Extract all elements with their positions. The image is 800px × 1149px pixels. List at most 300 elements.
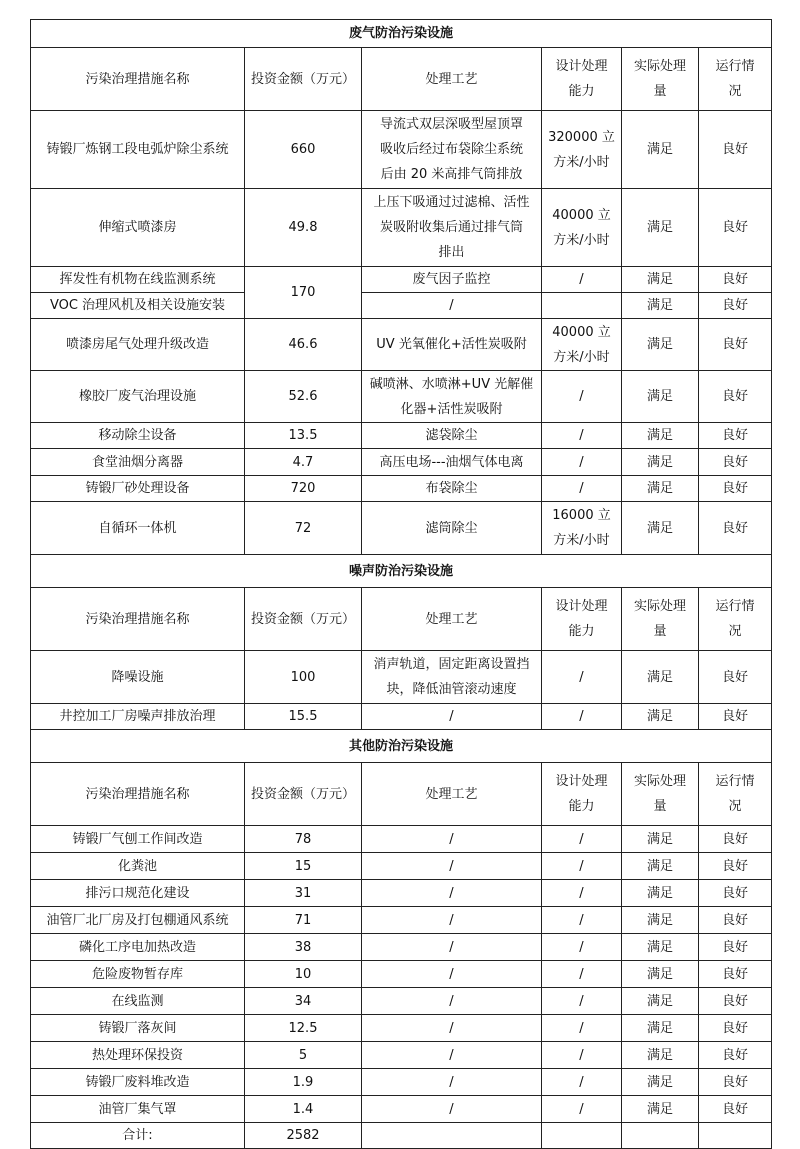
header-design-capacity-line: 能力: [568, 84, 595, 99]
investment-amount: [245, 502, 362, 555]
table-row: [31, 476, 772, 502]
header-actual-capacity: [622, 48, 699, 111]
design-capacity-line: /: [579, 912, 584, 928]
header-actual-capacity-line: 实际处理: [633, 599, 686, 614]
design-capacity-line: 方米/小时: [553, 154, 610, 170]
process-method: [362, 961, 542, 988]
header-actual-capacity-line: 量: [653, 84, 667, 99]
actual-capacity-line: 满足: [646, 298, 673, 313]
design-capacity: [542, 704, 622, 730]
operation-status-line: 良好: [722, 142, 749, 157]
investment-amount-line: 34: [294, 993, 312, 1009]
investment-amount-line: 10: [294, 966, 312, 982]
investment-amount: [245, 651, 362, 704]
actual-capacity: [622, 826, 699, 853]
process-method: [362, 988, 542, 1015]
design-capacity-line: /: [579, 939, 584, 955]
process-method-line: 块，降低油管滚动速度: [386, 682, 517, 697]
design-capacity-line: 320000 立: [548, 129, 615, 145]
column-header-row: [31, 588, 772, 651]
investment-amount: [245, 988, 362, 1015]
investment-amount: [245, 880, 362, 907]
operation-status-line: 良好: [722, 885, 749, 901]
section-title-line: 噪声防治污染设施: [349, 563, 454, 579]
process-method: [362, 880, 542, 907]
header-investment: [245, 763, 362, 826]
section-title-row: [31, 555, 772, 588]
facility-name: [31, 319, 245, 371]
header-actual-capacity-line: 实际处理: [633, 59, 686, 74]
facility-name: [31, 1096, 245, 1123]
actual-capacity: [622, 934, 699, 961]
design-capacity-line: /: [579, 481, 584, 496]
facility-name-line: 铸锻厂废料堆改造: [85, 1074, 190, 1090]
actual-capacity-line: 满足: [646, 1047, 673, 1063]
process-method-line: UV 光氧催化+活性炭吸附: [376, 337, 527, 352]
facility-name-line: 食堂油烟分离器: [91, 454, 183, 470]
facility-name-line: 井控加工厂房噪声排放治理: [59, 709, 216, 724]
investment-amount-line: 720: [290, 481, 316, 496]
process-method-line: 炭吸附收集后通过排气筒: [379, 220, 523, 235]
operation-status-line: 良好: [722, 993, 749, 1009]
facility-name: [31, 961, 245, 988]
table-body: [31, 20, 772, 1149]
operation-status: [699, 704, 772, 730]
process-method-line: 导流式双层深吸型屋顶罩: [379, 117, 523, 132]
table-row: [31, 293, 772, 319]
facility-name: [31, 826, 245, 853]
header-investment-line: 投资金额（万元）: [250, 611, 355, 627]
investment-amount: [245, 371, 362, 423]
header-process: [362, 763, 542, 826]
facility-name: [31, 907, 245, 934]
process-method: [362, 651, 542, 704]
section-title-row: [31, 20, 772, 48]
header-process-line: 处理工艺: [425, 611, 478, 627]
table-row: [31, 1015, 772, 1042]
operation-status-line: 良好: [722, 481, 749, 496]
table-row: [31, 704, 772, 730]
actual-capacity: [622, 293, 699, 319]
design-capacity-line: /: [579, 428, 584, 443]
process-method-line: 废气因子监控: [412, 272, 491, 287]
header-design-capacity: [542, 588, 622, 651]
process-method: [362, 476, 542, 502]
operation-status-line: 良好: [722, 831, 749, 847]
header-status-line: 况: [728, 624, 742, 639]
design-capacity: [542, 267, 622, 293]
process-method-line: 化器+活性炭吸附: [400, 401, 503, 417]
process-method-line: /: [449, 298, 454, 313]
operation-status: [699, 1069, 772, 1096]
facility-name-line: 自循环一体机: [98, 520, 177, 536]
process-method: [362, 371, 542, 423]
design-capacity-line: /: [579, 454, 584, 470]
section-title: [31, 730, 772, 763]
header-name-line: 污染治理措施名称: [85, 71, 190, 87]
actual-capacity: [622, 371, 699, 423]
process-method-line: 滤筒除尘: [425, 520, 478, 536]
table-row: [31, 502, 772, 555]
facility-name-line: 铸锻厂落灰间: [98, 1020, 177, 1036]
process-method-line: /: [449, 1020, 454, 1036]
header-investment: [245, 588, 362, 651]
operation-status: [699, 1015, 772, 1042]
design-capacity-line: /: [579, 1047, 584, 1063]
investment-amount: [245, 704, 362, 730]
process-method: [362, 189, 542, 267]
operation-status: [699, 476, 772, 502]
operation-status-line: 良好: [722, 858, 749, 874]
design-capacity: [542, 111, 622, 189]
header-name-line: 污染治理措施名称: [85, 611, 190, 627]
table-row: [31, 423, 772, 449]
design-capacity-line: /: [579, 858, 584, 874]
actual-capacity: [622, 449, 699, 476]
facility-name: [31, 293, 245, 319]
actual-capacity: [622, 423, 699, 449]
design-capacity-line: /: [579, 389, 584, 404]
process-method: [362, 267, 542, 293]
actual-capacity: [622, 988, 699, 1015]
actual-capacity-line: 满足: [646, 481, 673, 496]
section-title: [31, 555, 772, 588]
facility-name: [31, 1069, 245, 1096]
investment-amount-line: 38: [294, 939, 312, 955]
actual-capacity-line: 满足: [646, 337, 673, 352]
process-method-line: /: [449, 858, 454, 874]
operation-status: [699, 319, 772, 371]
facility-name: [31, 476, 245, 502]
facility-name-line: 磷化工序电加热改造: [78, 939, 196, 955]
design-capacity: [542, 423, 622, 449]
actual-capacity: [622, 189, 699, 267]
design-capacity: [542, 319, 622, 371]
operation-status-line: 良好: [722, 337, 749, 352]
actual-capacity-line: 满足: [646, 885, 673, 901]
investment-amount: [245, 189, 362, 267]
operation-status-line: 良好: [722, 272, 749, 287]
investment-amount-line: 78: [294, 831, 312, 847]
investment-amount-line: 13.5: [288, 428, 318, 443]
actual-capacity-line: 满足: [646, 520, 673, 536]
table-row: [31, 371, 772, 423]
investment-amount: [245, 934, 362, 961]
actual-capacity: [622, 111, 699, 189]
facility-name: [31, 189, 245, 267]
actual-capacity-line: 满足: [646, 220, 673, 235]
facility-name-line: 排污口规范化建设: [85, 885, 190, 901]
facility-name: [31, 880, 245, 907]
facility-name-line: 铸锻厂砂处理设备: [85, 481, 190, 496]
investment-amount-line: 52.6: [288, 389, 318, 404]
investment-amount-line: 1.9: [292, 1074, 314, 1090]
process-method: [362, 1096, 542, 1123]
header-status: [699, 48, 772, 111]
design-capacity-line: /: [579, 831, 584, 847]
facility-name-line: 化粪池: [117, 858, 157, 874]
header-design-capacity-line: 设计处理: [555, 599, 608, 614]
facility-name-line: 伸缩式喷漆房: [98, 220, 177, 235]
design-capacity-line: /: [579, 993, 584, 1009]
actual-capacity: [622, 319, 699, 371]
header-design-capacity-line: 能力: [568, 799, 595, 814]
header-design-capacity: [542, 763, 622, 826]
design-capacity: [542, 907, 622, 934]
operation-status-line: 良好: [722, 520, 749, 536]
operation-status-line: 良好: [722, 428, 749, 443]
header-status-line: 况: [728, 799, 742, 814]
actual-capacity-line: 满足: [646, 966, 673, 982]
investment-amount-line: 72: [294, 520, 312, 536]
process-method: [362, 907, 542, 934]
header-status-line: 运行情: [715, 59, 755, 74]
actual-capacity: [622, 476, 699, 502]
investment-amount-line: 49.8: [288, 220, 318, 235]
process-method-line: 滤袋除尘: [425, 428, 478, 443]
investment-amount: [245, 1042, 362, 1069]
investment-amount-line: 660: [290, 142, 316, 157]
design-capacity-line: 方米/小时: [553, 232, 610, 248]
design-capacity: [542, 1042, 622, 1069]
investment-amount: [245, 1015, 362, 1042]
header-investment-line: 投资金额（万元）: [250, 786, 355, 802]
process-method-line: 消声轨道，固定距离设置挡: [373, 657, 530, 672]
facility-name: [31, 988, 245, 1015]
actual-capacity-line: 满足: [646, 1101, 673, 1117]
header-process-line: 处理工艺: [425, 71, 478, 87]
table-row: [31, 1069, 772, 1096]
actual-capacity-line: 满足: [646, 709, 673, 724]
header-status-line: 运行情: [715, 774, 755, 789]
header-process: [362, 588, 542, 651]
facility-name-line: 挥发性有机物在线监测系统: [59, 272, 216, 287]
actual-capacity: [622, 907, 699, 934]
total-label-line: 合计:: [122, 1128, 153, 1143]
actual-capacity-line: 满足: [646, 858, 673, 874]
header-status-line: 况: [728, 84, 742, 99]
actual-capacity-line: 满足: [646, 1020, 673, 1036]
facility-name-line: 在线监测: [111, 993, 164, 1009]
header-status-line: 运行情: [715, 599, 755, 614]
investment-amount-line: 15: [294, 858, 312, 874]
investment-amount-line: 1.4: [292, 1101, 314, 1117]
investment-amount: [245, 907, 362, 934]
header-actual-capacity: [622, 588, 699, 651]
process-method: [362, 111, 542, 189]
investment-amount-line: 31: [294, 885, 312, 901]
operation-status: [699, 961, 772, 988]
process-method: [362, 934, 542, 961]
design-capacity-line: 方米/小时: [553, 533, 610, 548]
process-method-line: 碱喷淋、水喷淋+UV 光解催: [369, 376, 534, 392]
operation-status: [699, 988, 772, 1015]
header-investment: [245, 48, 362, 111]
operation-status: [699, 934, 772, 961]
header-actual-capacity: [622, 763, 699, 826]
table-row: [31, 853, 772, 880]
facility-name: [31, 651, 245, 704]
design-capacity-line: /: [579, 1020, 584, 1036]
column-header-row: [31, 763, 772, 826]
investment-amount: [245, 1096, 362, 1123]
facility-name: [31, 111, 245, 189]
header-design-capacity-line: 能力: [568, 624, 595, 639]
design-capacity-line: /: [579, 1101, 584, 1117]
operation-status: [699, 293, 772, 319]
table-row: [31, 826, 772, 853]
facility-name: [31, 267, 245, 293]
actual-capacity-line: 满足: [646, 831, 673, 847]
actual-capacity: [622, 1096, 699, 1123]
operation-status-line: 良好: [722, 912, 749, 928]
actual-capacity-line: 满足: [646, 272, 673, 287]
process-method: [362, 826, 542, 853]
operation-status-line: 良好: [722, 669, 749, 685]
investment-amount: [245, 449, 362, 476]
process-method-line: 上压下吸通过过滤棉、活性: [373, 195, 530, 210]
table-row: [31, 319, 772, 371]
header-process: [362, 48, 542, 111]
actual-capacity: [622, 880, 699, 907]
facility-name: [31, 371, 245, 423]
operation-status-line: 良好: [722, 1074, 749, 1090]
header-status: [699, 588, 772, 651]
facility-name-line: 降噪设施: [111, 669, 164, 685]
actual-capacity-line: 满足: [646, 993, 673, 1009]
actual-capacity-line: 满足: [646, 939, 673, 955]
facility-name: [31, 502, 245, 555]
facility-name-line: 热处理环保投资: [91, 1047, 183, 1063]
design-capacity: [542, 880, 622, 907]
investment-amount-line: 4.7: [292, 454, 314, 470]
header-name-line: 污染治理措施名称: [85, 786, 190, 802]
operation-status-line: 良好: [722, 1047, 749, 1063]
investment-amount: [245, 961, 362, 988]
actual-capacity-line: 满足: [646, 1074, 673, 1090]
actual-capacity-line: 满足: [646, 428, 673, 443]
actual-capacity-line: 满足: [646, 389, 673, 404]
operation-status: [699, 826, 772, 853]
operation-status: [699, 267, 772, 293]
design-capacity: [542, 371, 622, 423]
section-title-line: 废气防治污染设施: [349, 26, 454, 41]
facility-name: [31, 1015, 245, 1042]
header-actual-capacity-line: 实际处理: [633, 774, 686, 789]
process-method-line: /: [449, 1074, 454, 1090]
facility-name: [31, 1042, 245, 1069]
facility-name: [31, 449, 245, 476]
facility-name-line: 铸锻厂炼钢工段电弧炉除尘系统: [46, 142, 229, 157]
table-row: [31, 934, 772, 961]
design-capacity: [542, 189, 622, 267]
actual-capacity-line: 满足: [646, 669, 673, 685]
investment-amount-line: 12.5: [288, 1020, 318, 1036]
investment-amount-line: 170: [290, 285, 316, 300]
header-actual-capacity-line: 量: [653, 799, 667, 814]
facility-name-line: 油管厂北厂房及打包棚通风系统: [46, 912, 229, 928]
process-method-line: 布袋除尘: [425, 481, 478, 496]
actual-capacity-line: 满足: [646, 454, 673, 470]
operation-status: [699, 502, 772, 555]
design-capacity: [542, 1069, 622, 1096]
actual-capacity-line: 满足: [646, 142, 673, 157]
operation-status-line: 良好: [722, 1101, 749, 1117]
actual-capacity: [622, 853, 699, 880]
process-method-line: /: [449, 939, 454, 955]
section-title: [31, 20, 772, 48]
facility-name-line: 铸锻厂气刨工作间改造: [72, 831, 203, 847]
design-capacity: [542, 1096, 622, 1123]
process-method: [362, 293, 542, 319]
actual-capacity: [622, 1015, 699, 1042]
process-method-line: 高压电场---油烟气体电离: [379, 454, 524, 470]
operation-status: [699, 449, 772, 476]
process-method-line: /: [449, 993, 454, 1009]
facility-name-line: 危险废物暂存库: [91, 966, 183, 982]
header-design-capacity: [542, 48, 622, 111]
design-capacity-line: 方米/小时: [553, 349, 610, 365]
design-capacity-line: /: [579, 669, 584, 685]
investment-amount: [245, 111, 362, 189]
process-method: [362, 704, 542, 730]
process-method: [362, 1015, 542, 1042]
design-capacity: [542, 853, 622, 880]
investment-amount-line: 15.5: [288, 709, 318, 724]
section-title-line: 其他防治污染设施: [349, 738, 454, 754]
investment-amount-line: 46.6: [288, 337, 318, 352]
actual-capacity: [622, 1042, 699, 1069]
table-row: [31, 961, 772, 988]
actual-capacity: [622, 1069, 699, 1096]
facility-name-line: 油管厂集气罩: [98, 1101, 177, 1117]
section-title-row: [31, 730, 772, 763]
facility-name: [31, 704, 245, 730]
process-method: [362, 1042, 542, 1069]
table-row: [31, 111, 772, 189]
process-method-line: /: [449, 709, 454, 724]
design-capacity-line: 40000 立: [552, 324, 611, 340]
operation-status: [699, 189, 772, 267]
investment-amount: [245, 423, 362, 449]
investment-amount: [245, 476, 362, 502]
operation-status-line: 良好: [722, 966, 749, 982]
actual-capacity: [622, 704, 699, 730]
operation-status: [699, 853, 772, 880]
investment-amount: [245, 267, 362, 319]
actual-capacity: [622, 267, 699, 293]
facility-name-line: 橡胶厂废气治理设施: [78, 389, 196, 404]
design-capacity-line: /: [579, 709, 584, 724]
process-method: [362, 319, 542, 371]
table-row: [31, 1042, 772, 1069]
operation-status: [699, 1096, 772, 1123]
table-row: [31, 449, 772, 476]
investment-amount: [245, 319, 362, 371]
design-capacity: [542, 449, 622, 476]
actual-capacity-line: 满足: [646, 912, 673, 928]
process-method-line: 后由 20 米高排气筒排放: [380, 167, 523, 182]
operation-status-line: 良好: [722, 298, 749, 313]
process-method-line: /: [449, 1101, 454, 1117]
design-capacity: [542, 826, 622, 853]
design-capacity-line: /: [579, 885, 584, 901]
header-process-line: 处理工艺: [425, 786, 478, 802]
process-method: [362, 423, 542, 449]
header-design-capacity-line: 设计处理: [555, 59, 608, 74]
facility-name-line: 喷漆房尾气处理升级改造: [65, 337, 209, 352]
process-method-line: 吸收后经过布袋除尘系统: [379, 142, 523, 157]
